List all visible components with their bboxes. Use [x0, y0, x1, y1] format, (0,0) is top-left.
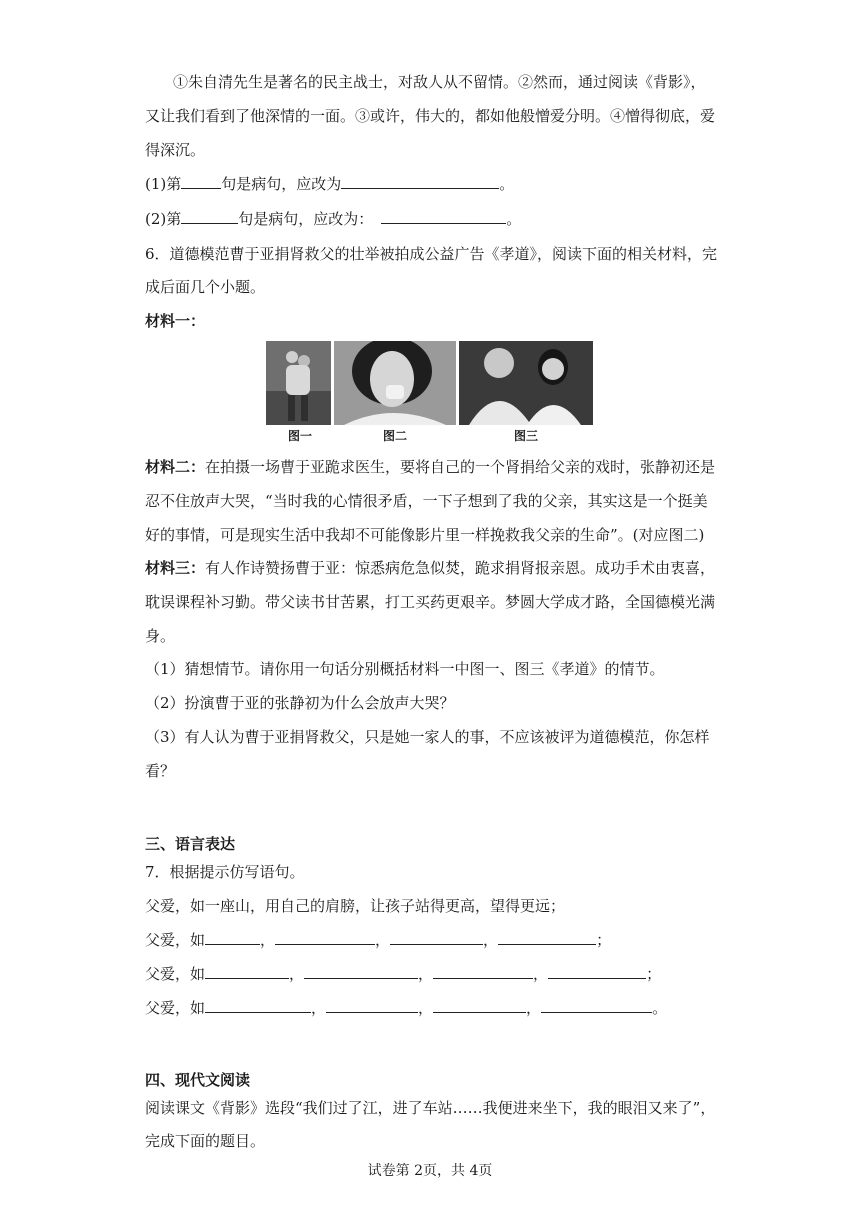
- imitation-2-blank-2[interactable]: [304, 964, 418, 979]
- q5-sub1-blank-number[interactable]: [181, 174, 221, 189]
- photo-3: [459, 341, 593, 425]
- imitation-2-blank-3[interactable]: [433, 964, 533, 979]
- material-3-label: 材料三：: [145, 559, 206, 577]
- comma: ，: [526, 999, 542, 1017]
- comma: ，: [418, 999, 434, 1017]
- page-footer: 试卷第 2页，共 4页: [367, 1163, 493, 1179]
- imitation-3-prefix: 父爱，如: [145, 999, 206, 1017]
- imitation-1-blank-1[interactable]: [205, 930, 260, 945]
- imitation-1-prefix: 父爱，如: [145, 931, 206, 949]
- q5-sub2-blank-number[interactable]: [181, 209, 238, 224]
- q5-passage-line-1: ①朱自清先生是著名的民主战士，对敌人从不留情。②然而，通过阅读《背影》，: [173, 73, 706, 91]
- imitation-line-2: [145, 964, 661, 984]
- comma: ，: [375, 931, 391, 949]
- photo-3-caption: 图三: [514, 429, 539, 443]
- q6-stem-line-2: 成后面几个小题。: [145, 278, 266, 296]
- material-2-line-3: 好的事情，可是现实生活中我却不可能像影片里一样挽救我父亲的生命”。(对应图二): [145, 526, 705, 544]
- q5-sub2: [145, 209, 521, 229]
- material-3-line-3: 身。: [145, 627, 176, 645]
- material-2-label: 材料二：: [145, 458, 206, 476]
- photo-3-image: [459, 341, 593, 425]
- imitation-1-blank-3[interactable]: [390, 930, 483, 945]
- q5-sub1: [145, 174, 514, 194]
- q5-sub1-end: 。: [499, 175, 515, 193]
- comma: ，: [483, 931, 499, 949]
- section-4-intro-line-2: 完成下面的题目。: [145, 1132, 266, 1150]
- imitation-2-blank-1[interactable]: [205, 964, 289, 979]
- q5-sub1-blank-correction[interactable]: [341, 174, 499, 189]
- section-4-title: 四、现代文阅读: [145, 1071, 251, 1089]
- photo-2: [334, 341, 456, 425]
- imitation-2-prefix: 父爱，如: [145, 965, 206, 983]
- q5-sub2-end: 。: [506, 210, 522, 228]
- photo-2-image: [334, 341, 456, 425]
- material-2-line-1: [145, 457, 715, 477]
- q6-subquestion-3-line-1: （3）有人认为曹于亚捐肾救父，只是她一家人的事，不应该被评为道德模范，你怎样: [145, 728, 710, 746]
- imitation-3-blank-1[interactable]: [205, 998, 311, 1013]
- semicolon: ；: [646, 965, 662, 983]
- material-3-line-1: [145, 558, 715, 578]
- comma: ，: [533, 965, 549, 983]
- imitation-line-3: [145, 998, 667, 1018]
- imitation-1-blank-2[interactable]: [275, 930, 375, 945]
- q5-sub1-middle: 句是病句，应改为: [221, 175, 342, 193]
- imitation-line-1: [145, 930, 611, 950]
- photo-1-caption: 图一: [288, 429, 313, 443]
- q5-sub1-prefix: (1)第: [145, 175, 182, 193]
- q5-passage-line-2: 又让我们看到了他深情的一面。③或许，伟大的，都如他般憎爱分明。④憎得彻底，爱: [145, 107, 716, 125]
- material-1-photos: [266, 341, 593, 443]
- section-3-title: 三、语言表达: [145, 835, 236, 853]
- material-2-line-2: 忍不住放声大哭，“当时我的心情很矛盾，一下子想到了我的父亲，其实这是一个挺美: [145, 492, 708, 510]
- comma: ，: [289, 965, 305, 983]
- photo-1-image: [266, 341, 331, 425]
- material-1-label: 材料一：: [145, 312, 206, 330]
- imitation-2-blank-4[interactable]: [548, 964, 646, 979]
- q5-sub2-blank-correction[interactable]: [381, 209, 506, 224]
- imitation-3-blank-3[interactable]: [433, 998, 526, 1013]
- q7-stem: 7．根据提示仿写语句。: [145, 863, 305, 881]
- semicolon: ；: [596, 931, 612, 949]
- section-4-intro-line-1: 阅读课文《背影》选段“我们过了江，进了车站……我便进来坐下，我的眼泪又来了”，: [145, 1099, 716, 1117]
- q6-subquestion-2: （2）扮演曹于亚的张静初为什么会放声大哭？: [145, 694, 455, 712]
- imitation-3-blank-2[interactable]: [326, 998, 418, 1013]
- photo-2-caption: 图二: [383, 429, 408, 443]
- q6-subquestion-3-line-2: 看？: [145, 762, 176, 780]
- photo-1: [266, 341, 331, 425]
- imitation-1-blank-4[interactable]: [498, 930, 596, 945]
- material-2-text: 在拍摄一场曹于亚跪求医生，要将自己的一个肾捐给父亲的戏时，张静初还是: [205, 458, 716, 476]
- imitation-3-blank-4[interactable]: [541, 998, 652, 1013]
- q5-sub2-prefix: (2)第: [145, 210, 182, 228]
- period: 。: [652, 999, 668, 1017]
- material-3-line-2: 耽误课程补习勤。带父读书甘苦累，打工买药更艰辛。梦圆大学成才路，全国德模光满: [145, 593, 716, 611]
- q6-stem-line-1: 6．道德模范曹于亚捐肾救父的壮举被拍成公益广告《孝道》，阅读下面的相关材料，完: [145, 245, 718, 263]
- q5-sub2-middle: 句是病句，应改为：: [238, 210, 374, 228]
- comma: ，: [418, 965, 434, 983]
- q7-example: 父爱，如一座山，用自己的肩膀，让孩子站得更高，望得更远；: [145, 897, 566, 915]
- q6-subquestion-1: （1）猜想情节。请你用一句话分别概括材料一中图一、图三《孝道》的情节。: [145, 660, 665, 678]
- comma: ，: [260, 931, 276, 949]
- q5-passage-line-3: 得深沉。: [145, 141, 206, 159]
- material-3-text: 有人作诗赞扬曹于亚：惊悉病危急似焚，跪求捐肾报亲恩。成功手术由衷喜，: [205, 559, 716, 577]
- comma: ，: [311, 999, 327, 1017]
